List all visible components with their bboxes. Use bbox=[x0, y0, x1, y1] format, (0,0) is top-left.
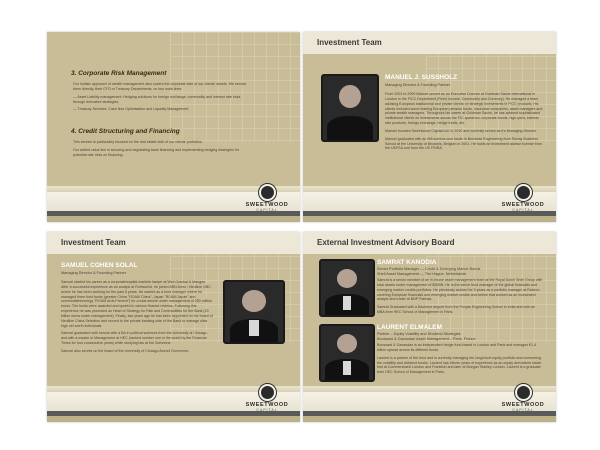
person1-role1: Senior Portfolio Manager — Credit & Emerging Market Bonds bbox=[377, 267, 481, 271]
portrait-photo bbox=[223, 280, 285, 344]
portrait-head bbox=[337, 334, 358, 353]
bio-p3: Samuel also serves on the board of the University of Chicago Alumni Governors. bbox=[61, 348, 190, 353]
person2-bio-p1: Boussard & Gavaudan is an independent hedge fund based in London and Paris and manages €1.4 billion spread across its different funds. bbox=[377, 343, 537, 352]
portrait-head bbox=[242, 290, 265, 312]
slide-risk-credit bbox=[47, 32, 300, 222]
logo-name: SWEETWOOD bbox=[245, 202, 289, 208]
person2-bio bbox=[377, 343, 543, 378]
section4-p2: Our added value lies in securing and negotiating bank financing and implementing hedging strategies for potential rate risks on financing. bbox=[73, 147, 240, 157]
sweetwood-logo bbox=[242, 184, 292, 212]
footer-stripe-bottom bbox=[47, 216, 300, 222]
sweetwood-logo bbox=[498, 384, 548, 412]
tree-icon bbox=[259, 184, 276, 201]
person1-role2: Shell Asset Management — The Hague, Netherlands bbox=[377, 272, 467, 276]
section4-p1: This service is particularly focused on the real estate side of our clients' portfolios. bbox=[73, 140, 203, 144]
person1-bio-p1: Samrat is a senior member of an in-house asset management team at the Royal Dutch Shell Group with total assets under management of $30BN. He is the senior fund manager of the global financials and emerging market credits portfolios. He previously worked for 5 years as a portfolio manager at Robeco covering European financials and emerging market credits and before that worked as an investment analyst and trader at BNP Paribas. bbox=[377, 278, 543, 302]
person-role: Managing Director & Founding Partner bbox=[61, 271, 127, 275]
section3-item2: — Treasury Services: Cash flow Optimisation and Liquidity Management. bbox=[73, 107, 190, 112]
section3-intro-text: Our holistic approach of wealth management also covers the corporate side of our clients' assets. We service them directly, their CFO or Treasury Departments, on two main lines: bbox=[73, 82, 247, 91]
section3-title: 3. Corporate Risk Management bbox=[71, 70, 167, 77]
slide-header-title: External Investment Advisory Board bbox=[317, 238, 455, 247]
person2-bio-p2: Laurent is a partner of the fund and is currently managing the long/short equity portfolio and overseeing the volatility and dividend books. Laurent has eleven years of experience as an equity derivatives trader first at Commerzbank London and Frankfurt and later at Morgan Stanley London. Laurent is a graduate from HEC School of Management in Paris. bbox=[377, 355, 542, 375]
bio-p2: Samuel graduated with honors with a BA in political sciences from the University of Chicago, and with a master in Management at HEC (ranked number one in the world by the Financial Times for four consecutive years) while studying law at the Sorbonne. bbox=[61, 331, 208, 346]
person-bio bbox=[61, 280, 213, 357]
portrait-collar bbox=[343, 296, 351, 310]
sweetwood-logo bbox=[498, 184, 548, 212]
section3-item1: — Asset Liability management: Hedging solutions for foreign exchange, commodity and interest rate risks through derivative strategies. bbox=[73, 94, 241, 104]
sweetwood-logo bbox=[242, 384, 292, 412]
slide-advisory-board bbox=[303, 232, 556, 422]
portrait-head bbox=[339, 85, 361, 108]
person-name: MANUEL J. SUSSHOLZ bbox=[385, 74, 458, 81]
logo-sub: CAPITAL bbox=[256, 208, 278, 212]
logo-sub: CAPITAL bbox=[512, 408, 534, 412]
bio-p1: From 2001 to 2009 Manuel served as an Executive Director at Goldman Sachs International in London in the FICC Department (Fixed Income, Commodity and Currency). He managed a team advising European institutional and private clients on strategic investments in FICC products. His clients included some leading European pension funds, insurance companies, asset managers and private wealth managers. Throughout his career at Goldman Sachs, he has advised sophisticated institutional clients on investments across the FIC spectrum: corporate bonds, high-yield, interest rate products, foreign exchange, hedge funds, etc. bbox=[385, 92, 543, 126]
logo-name: SWEETWOOD bbox=[245, 402, 289, 408]
portrait-head bbox=[337, 269, 358, 288]
footer-stripe-bottom bbox=[303, 416, 556, 422]
bio-p3: Manuel graduated with an MA summa cum laude in Business Engineering from Solvay Business School at the University of Brussels, Belgium in 2001. He holds an investment advisor license from the UKFSA and from the US FINRA. bbox=[385, 136, 542, 151]
person2-role2: Boussard & Gavaudan Asset Management – Paris, France bbox=[377, 337, 476, 341]
logo-sub: CAPITAL bbox=[256, 408, 278, 412]
logo-name: SWEETWOOD bbox=[501, 402, 545, 408]
portrait-photo-1 bbox=[319, 259, 375, 317]
slide-header bbox=[47, 232, 300, 254]
person-bio bbox=[385, 92, 543, 154]
bio-p2: Manuel founded Sweetwood Capital Ltd. in 2010 and currently serves as it's Managing Director. bbox=[385, 128, 537, 133]
portrait-photo-2 bbox=[319, 324, 375, 382]
portrait-collar bbox=[343, 361, 351, 375]
tree-icon bbox=[515, 384, 532, 401]
person2-role1: Partner – Equity Volatility and Dividend Strategies bbox=[377, 332, 461, 336]
person2-name: LAURENT ELMALEM bbox=[377, 324, 442, 331]
person1-name: SAMRAT KANODIA bbox=[377, 259, 437, 266]
tree-icon bbox=[259, 384, 276, 401]
portrait-shoulders bbox=[327, 116, 372, 140]
logo-sub: CAPITAL bbox=[512, 208, 534, 212]
slide-header-title: Investment Team bbox=[61, 238, 126, 247]
bio-p1: Samuel started his career as a corporate/capital markets lawyer at Weil Gotshal & Manges. After a successful experience as an analyst at Rothschild, he joined ABN Amro / Neuflize OBC where he has been working for the past 5 years. He started as a fund manager where he managed three fund funds (greater China "ROAM China", Japan "ROAM Japan" and commodities/energy "ROAM Ards Prevent") for a total assets under management of 250 million euros. The funds were awarded and quoted in various finance reviews. Following this experience he was promoted as Head of Strategy for Risk and Commodities for the Bank (20 billion euros under management). Finally, two years ago he has been appointed on the board of Neuflize China Selection and moved to the private banking side of the Bank to manage ultra high net worth individuals. bbox=[61, 280, 213, 328]
slide-investment-team-2 bbox=[47, 232, 300, 422]
portrait-collar bbox=[249, 320, 258, 336]
section4-body bbox=[73, 140, 248, 161]
slide-header bbox=[303, 232, 556, 254]
logo-name: SWEETWOOD bbox=[501, 202, 545, 208]
person-role: Managing Director & Founding Partner bbox=[385, 83, 451, 87]
slide-header bbox=[303, 32, 556, 54]
portrait-photo bbox=[321, 74, 379, 142]
section3-intro bbox=[73, 82, 248, 115]
section4-title: 4. Credit Structuring and Financing bbox=[71, 128, 180, 135]
tree-icon bbox=[515, 184, 532, 201]
slide-investment-team-1 bbox=[303, 32, 556, 222]
person-name: SAMUEL COHEN SOLAL bbox=[61, 262, 138, 269]
footer-stripe-bottom bbox=[47, 416, 300, 422]
slide-header-title: Investment Team bbox=[317, 38, 382, 47]
footer-stripe-bottom bbox=[303, 216, 556, 222]
person1-bio bbox=[377, 278, 543, 318]
person1-bio-p2: Samrat Graduated with a Bachelor degree from the Punjab Engineering School in India and with an MBA from HEC School of Management in Paris. bbox=[377, 305, 535, 315]
